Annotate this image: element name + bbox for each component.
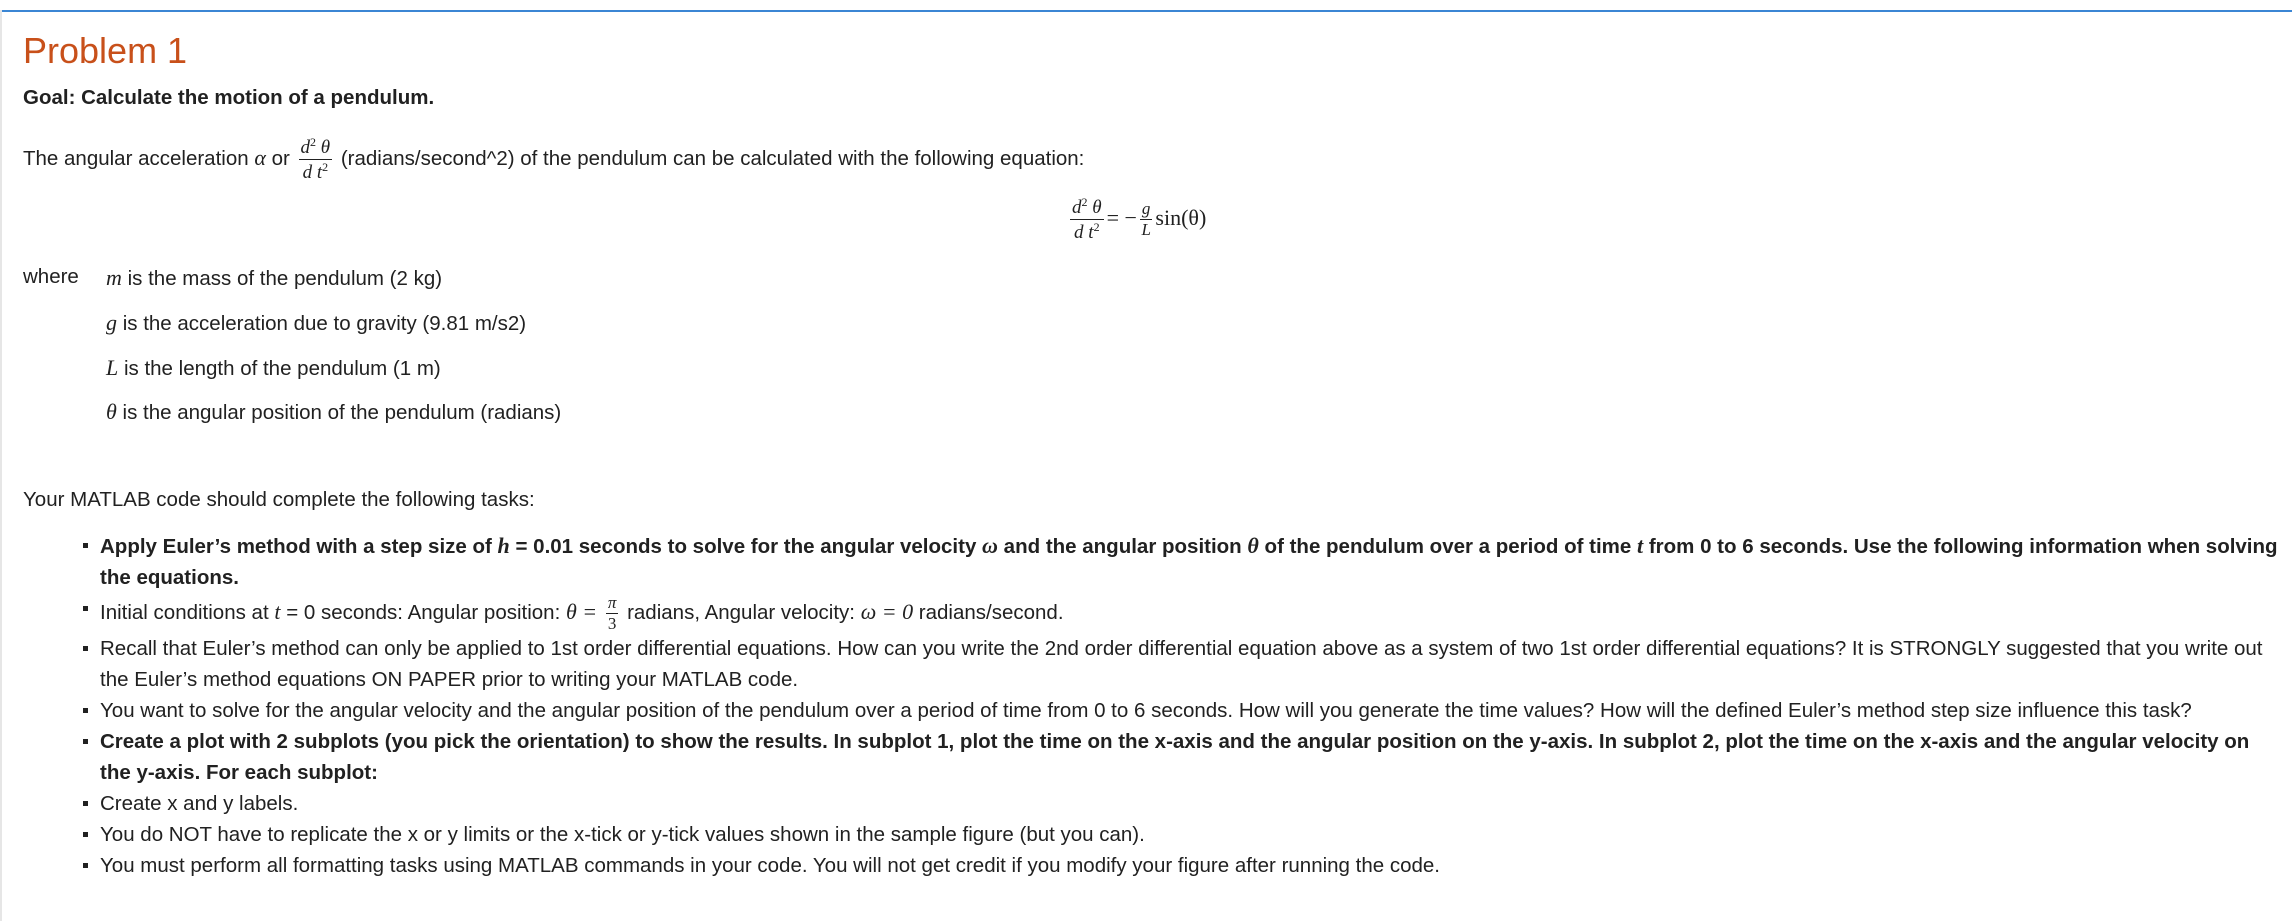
task-euler-method: Apply Euler’s method with a step size of h = 0.01 seconds to solve for the angular velocity ω and the angular position θ of the pendulum over a period of time t from 0 to 6 seconds. Use the following information when solving the equations. (100, 530, 2280, 593)
task-time-values: You want to solve for the angular velocity and the angular position of the pendulum over a period of time from 0 to 6 seconds. How will you generate the time values? How will the defined Euler’s method step size influence this task? (100, 695, 2280, 726)
intro-post: (radians/second^2) of the pendulum can be calculated with the following equation: (340, 146, 1085, 170)
pi-over-three: $\frac{\pi}{3}$ (607, 593, 617, 634)
goal-statement: Goal: Calculate the motion of a pendulum. (23, 86, 435, 109)
task-initial-conditions: Initial conditions at t = 0 seconds: Angular position: θ = $\frac{\pi}{3}$ radians, Angular velocity: ω = 0 radians/second. (100, 593, 2280, 633)
intro-paragraph (23, 136, 1084, 183)
task-formatting: You must perform all formatting tasks using MATLAB commands in your code. You will not get credit if you modify your figure after running the code. (100, 850, 2280, 881)
left-border (0, 10, 2, 921)
pendulum-equation (1067, 196, 1206, 243)
d2theta-dt2-fraction: $\frac{d^2 \theta}{d t^2}$ (300, 135, 331, 183)
alpha-symbol: α (254, 144, 266, 170)
page-title: Problem 1 (23, 30, 188, 71)
definition-gravity: g is the acceleration due to gravity (9.81 m/s2) (106, 310, 527, 335)
where-label: where (23, 265, 79, 288)
task-first-order-system: Recall that Euler’s method can only be applied to 1st order differential equations. How can you write the 2nd order differential equation above as a system of two 1st order differential equations? It is STRONGLY suggested that you write out the Euler’s method equations ON PAPER prior to writing your MATLAB code. (100, 633, 2280, 695)
equation-equals: = − (1106, 204, 1137, 230)
definition-angle: θ is the angular position of the pendulum (radians) (106, 399, 562, 424)
intro-pre: The angular acceleration (23, 146, 249, 170)
task-subplots: Create a plot with 2 subplots (you pick the orientation) to show the results. In subplot 1, plot the time on the x-axis and the angular position on the y-axis. In subplot 2, plot the time on the x-axis and the angular velocity on the y-axis. For each subplot: (100, 726, 2280, 788)
equation-sin: sin(θ) (1155, 204, 1207, 230)
definition-mass: m is the mass of the pendulum (2 kg) (106, 265, 443, 290)
intro-or: or (271, 146, 290, 170)
equation-lhs: $\frac{d^2 \theta}{d t^2}$ (1072, 195, 1102, 243)
task-list (100, 530, 2280, 881)
tasks-intro: Your MATLAB code should complete the following tasks: (23, 488, 535, 511)
definition-length: L is the length of the pendulum (1 m) (106, 355, 441, 380)
task-limits: You do NOT have to replicate the x or y limits or the x-tick or y-tick values shown in the sample figure (but you can). (100, 819, 2280, 850)
equation-g-over-l: $\frac{g}{L}$ (1141, 199, 1151, 239)
task-labels: Create x and y labels. (100, 788, 2280, 819)
top-border (0, 10, 2292, 12)
